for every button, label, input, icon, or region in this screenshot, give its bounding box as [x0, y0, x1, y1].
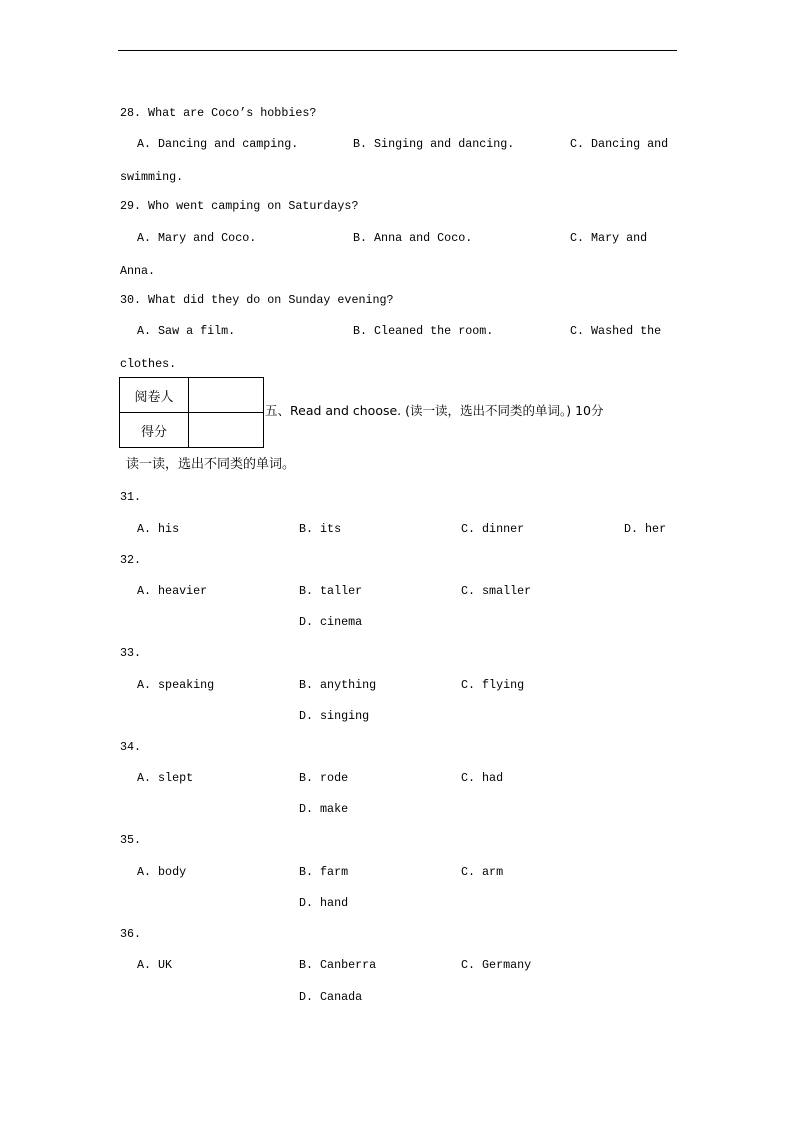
q28-option-c: C. Dancing and: [570, 137, 669, 151]
q30-option-a: A. Saw a film.: [137, 324, 236, 338]
q33-option-a: A. speaking: [137, 678, 215, 692]
q34-option-a: A. slept: [137, 771, 194, 785]
question-32-number: 32.: [120, 553, 142, 567]
q33-option-d: D. singing: [299, 709, 370, 723]
q33-option-b: B. anything: [299, 678, 377, 692]
reviewer-label: 阅卷人: [120, 378, 189, 413]
q30-option-c-wrap: clothes.: [120, 357, 177, 371]
q35-option-c: C. arm: [461, 865, 504, 879]
question-29-stem: 29. Who went camping on Saturdays?: [120, 199, 359, 213]
q29-option-a: A. Mary and Coco.: [137, 231, 257, 245]
question-30-stem: 30. What did they do on Sunday evening?: [120, 293, 394, 307]
q28-option-b: B. Singing and dancing.: [353, 137, 515, 151]
score-table: [119, 377, 264, 448]
q28-option-a: A. Dancing and camping.: [137, 137, 299, 151]
score-cell: [189, 413, 264, 448]
q36-option-d: D. Canada: [299, 990, 363, 1004]
q28-option-c-wrap: swimming.: [120, 170, 184, 184]
q30-option-c: C. Washed the: [570, 324, 662, 338]
score-label: 得分: [120, 413, 189, 448]
question-34-number: 34.: [120, 740, 142, 754]
q34-option-c: C. had: [461, 771, 504, 785]
q31-option-c: C. dinner: [461, 522, 525, 536]
q31-option-b: B. its: [299, 522, 342, 536]
header-rule: [118, 50, 677, 51]
q36-option-b: B. Canberra: [299, 958, 377, 972]
q30-option-b: B. Cleaned the room.: [353, 324, 494, 338]
q36-option-a: A. UK: [137, 958, 173, 972]
q29-option-c: C. Mary and: [570, 231, 648, 245]
q32-option-b: B. taller: [299, 584, 363, 598]
q32-option-a: A. heavier: [137, 584, 208, 598]
section-instruction: 读一读，选出不同类的单词。: [126, 457, 296, 472]
question-28-stem: 28. What are Coco’s hobbies?: [120, 106, 317, 120]
q29-option-b: B. Anna and Coco.: [353, 231, 473, 245]
q29-option-c-wrap: Anna.: [120, 264, 156, 278]
q35-option-b: B. farm: [299, 865, 349, 879]
q33-option-c: C. flying: [461, 678, 525, 692]
q35-option-a: A. body: [137, 865, 187, 879]
q34-option-d: D. make: [299, 802, 349, 816]
q36-option-c: C. Germany: [461, 958, 532, 972]
question-36-number: 36.: [120, 927, 142, 941]
q32-option-c: C. smaller: [461, 584, 532, 598]
q32-option-d: D. cinema: [299, 615, 363, 629]
question-31-number: 31.: [120, 490, 142, 504]
q31-option-a: A. his: [137, 522, 180, 536]
q34-option-b: B. rode: [299, 771, 349, 785]
question-35-number: 35.: [120, 833, 142, 847]
q35-option-d: D. hand: [299, 896, 349, 910]
section-title: 五、Read and choose. (读一读，选出不同类的单词。) 10分: [265, 403, 604, 418]
q31-option-d: D. her: [624, 522, 667, 536]
question-33-number: 33.: [120, 646, 142, 660]
reviewer-cell: [189, 378, 264, 413]
